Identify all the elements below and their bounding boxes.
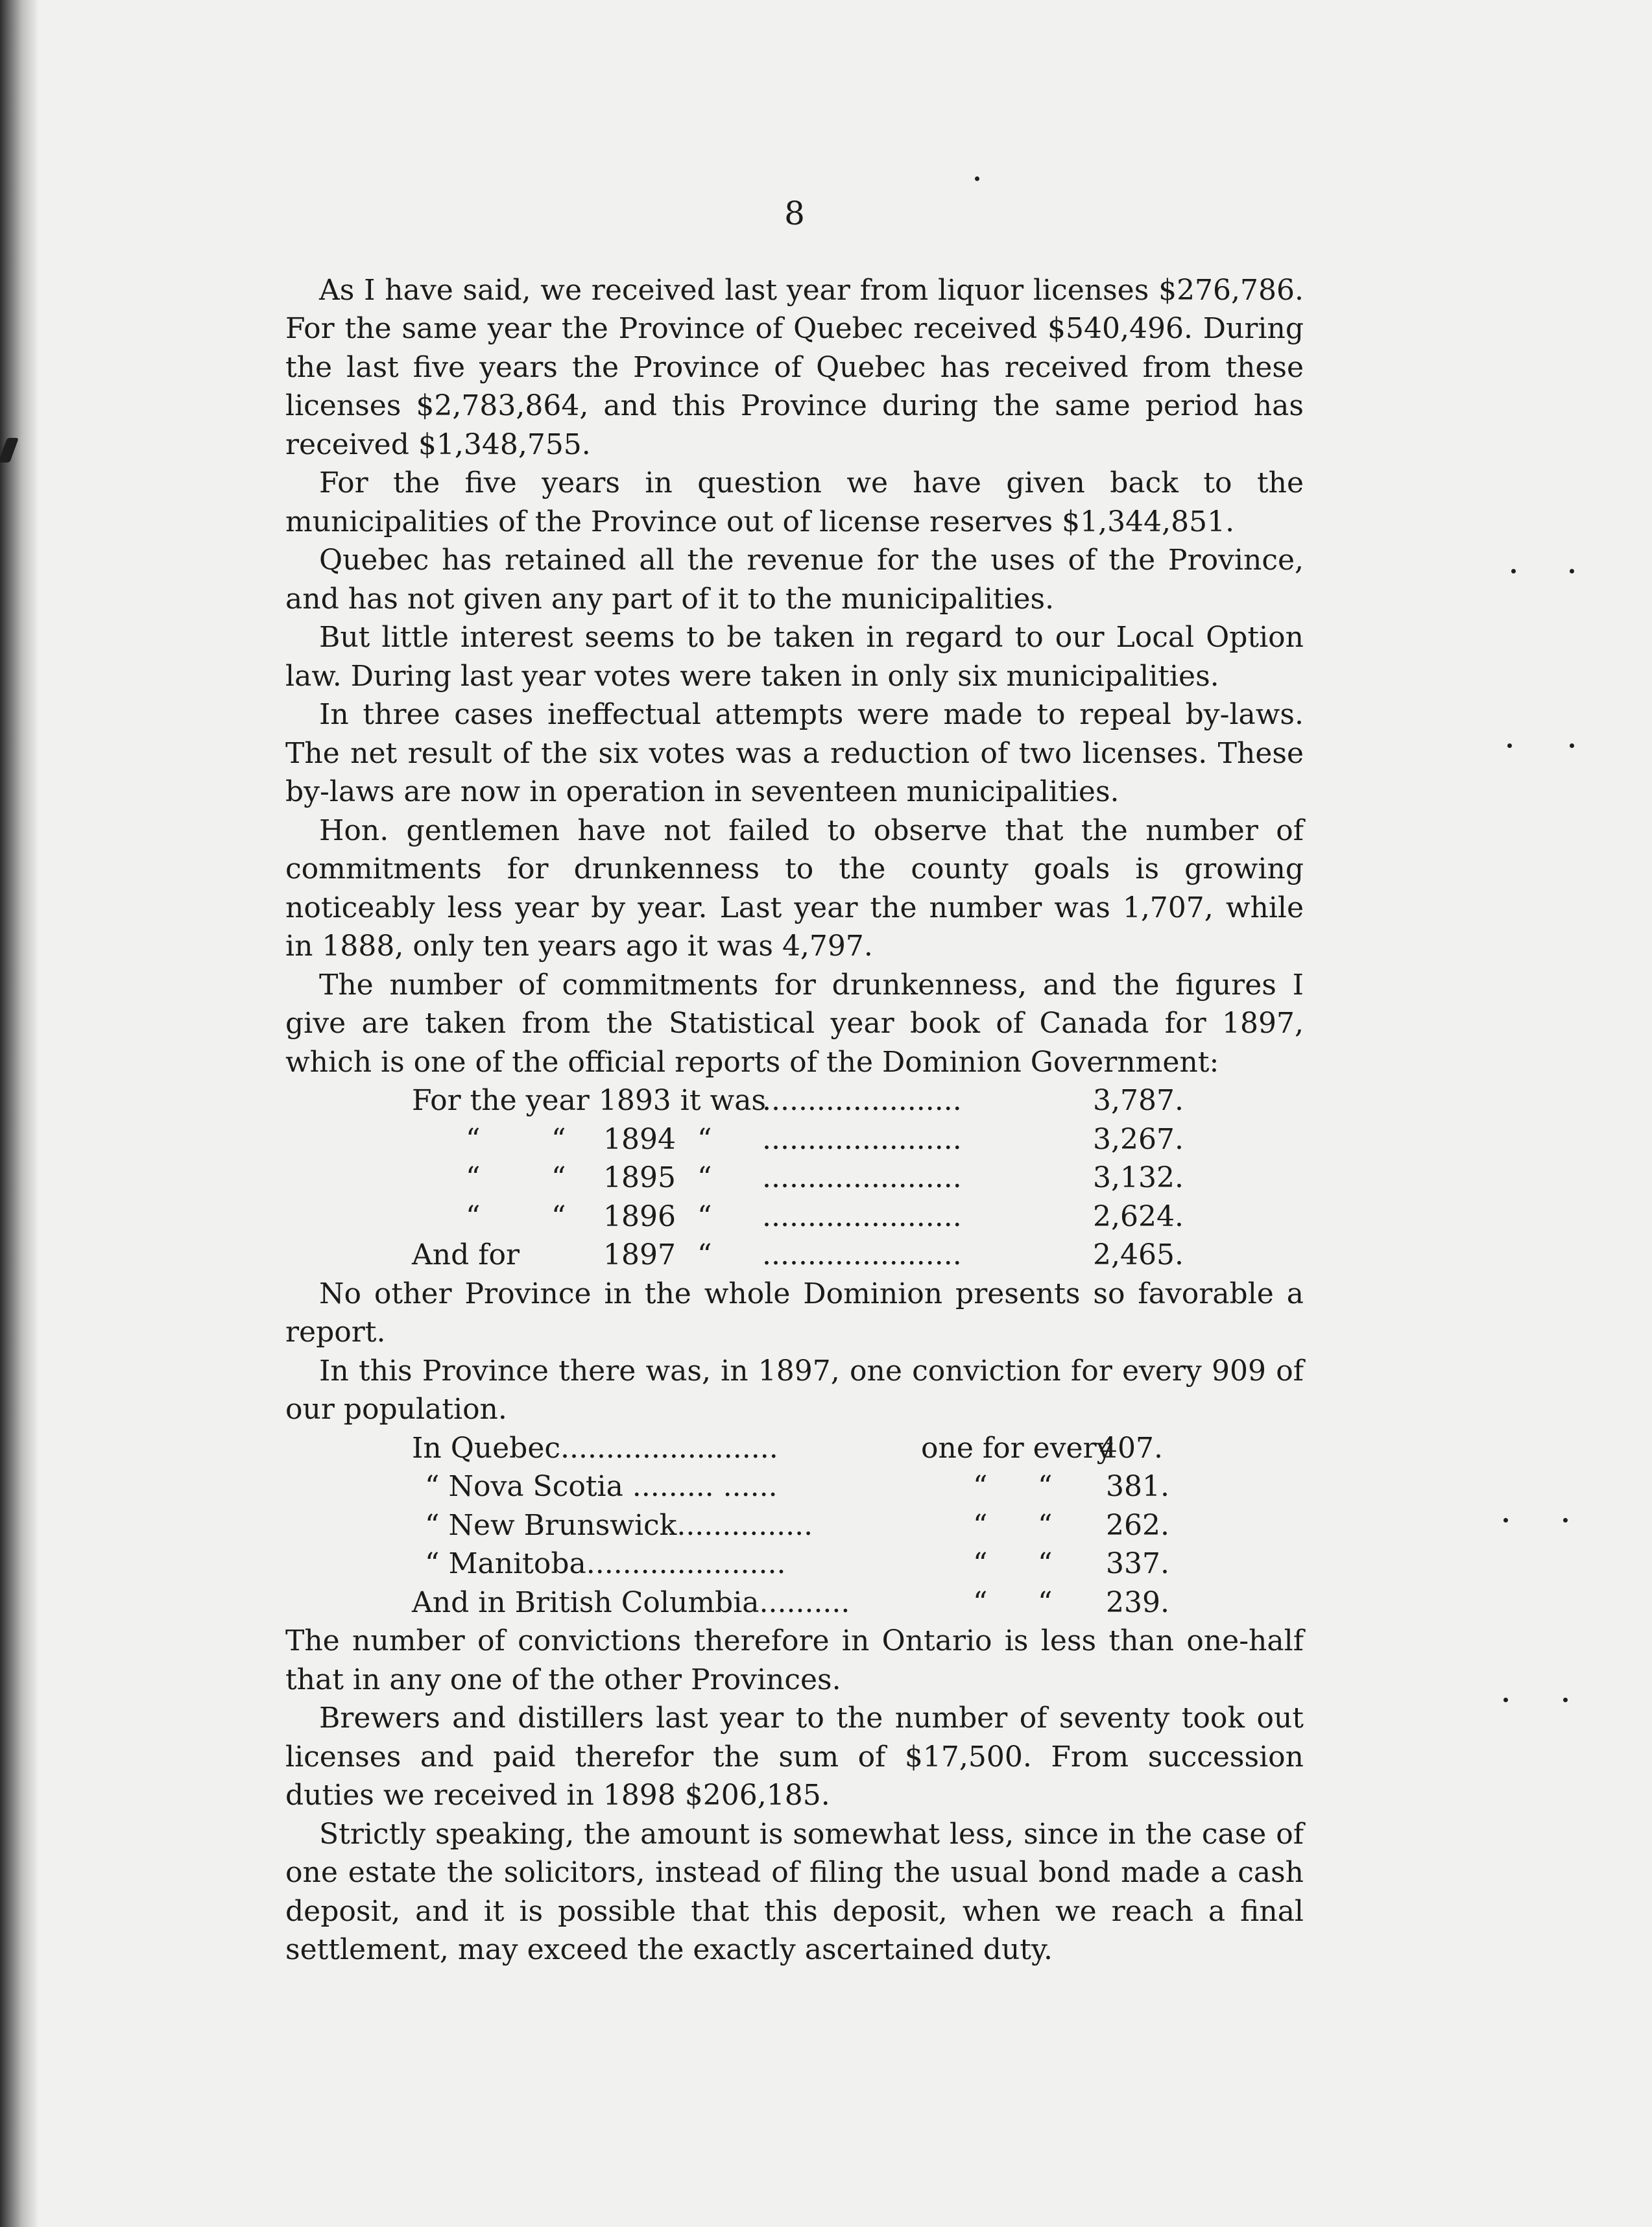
row-ditto-2: “ bbox=[1038, 1470, 1053, 1503]
row-ditto-2: “ bbox=[1038, 1585, 1053, 1619]
table-row bbox=[285, 1583, 1304, 1622]
row-value: 2,624. bbox=[1093, 1199, 1184, 1233]
table-row bbox=[285, 1081, 1304, 1120]
page-number: 8 bbox=[784, 195, 805, 232]
row-province: In Quebec........................ bbox=[412, 1431, 778, 1465]
table-row bbox=[285, 1429, 1304, 1468]
margin-dot bbox=[975, 176, 979, 181]
paragraph-license-reserves: For the five years in question we have given back to the municipalities of the Province out of license reserves $1,344,851. bbox=[285, 466, 1304, 538]
row-value: 3,787. bbox=[1093, 1084, 1184, 1117]
row-value: 337. bbox=[1106, 1547, 1169, 1580]
margin-dot bbox=[1503, 1698, 1508, 1702]
margin-dot bbox=[1570, 569, 1574, 573]
row-ditto-1: one for every bbox=[921, 1431, 1113, 1465]
margin-dot bbox=[1563, 1698, 1568, 1702]
convictions-table bbox=[285, 1429, 1304, 1622]
document-page bbox=[285, 195, 1304, 1969]
row-year: 1894 bbox=[603, 1122, 676, 1156]
row-ditto-2: “ bbox=[1038, 1547, 1053, 1580]
table-row bbox=[285, 1506, 1304, 1545]
row-value: 407. bbox=[1099, 1431, 1163, 1465]
row-value: 3,132. bbox=[1093, 1161, 1184, 1194]
row-value: 2,465. bbox=[1093, 1238, 1184, 1271]
row-value: 262. bbox=[1106, 1508, 1169, 1542]
scan-binding-edge bbox=[0, 0, 39, 2227]
margin-dot bbox=[1503, 1518, 1508, 1523]
row-leader: ...................... bbox=[762, 1084, 962, 1117]
margin-dot bbox=[1570, 743, 1574, 748]
paragraph-statistical-source: The number of commitments for drunkenness, and the figures I give are taken from the Statistical year book of Canada for 1897, which is one of the official reports of the Dominion Government: bbox=[285, 968, 1304, 1079]
paragraph-favorable-report: No other Province in the whole Dominion presents so favorable a report. bbox=[285, 1277, 1304, 1349]
row-ditto-1: “ bbox=[973, 1585, 988, 1619]
row-province: “ Nova Scotia ......... ...... bbox=[425, 1470, 778, 1503]
row-label: “ bbox=[466, 1199, 481, 1233]
row-year: 1897 bbox=[603, 1238, 676, 1271]
margin-dot bbox=[1507, 743, 1512, 748]
row-value: 381. bbox=[1106, 1470, 1169, 1503]
commitments-table bbox=[285, 1081, 1304, 1275]
row-mid: “ bbox=[551, 1161, 566, 1194]
paragraph-succession-duties: Strictly speaking, the amount is somewhat less, since in the case of one estate the solicitors, instead of filing the usual bond made a cash deposit, and it is possible that this deposit, when we reach a final settlement, may exceed the exactly ascertained duty. bbox=[285, 1817, 1304, 1966]
row-year: 1896 bbox=[603, 1199, 676, 1233]
row-leader: ...................... bbox=[762, 1122, 962, 1156]
row-label: “ bbox=[466, 1161, 481, 1194]
row-leader: ...................... bbox=[762, 1161, 962, 1194]
row-ditto-2: “ bbox=[1038, 1508, 1053, 1542]
row-mid: “ bbox=[551, 1199, 566, 1233]
table-row bbox=[285, 1198, 1304, 1236]
row-ditto: “ bbox=[697, 1238, 712, 1271]
row-province: “ Manitoba...................... bbox=[425, 1547, 786, 1580]
paragraph-conviction-rate: In this Province there was, in 1897, one conviction for every 909 of our population. bbox=[285, 1354, 1304, 1426]
paragraph-ontario-convictions: The number of convictions therefore in Ontario is less than one-half that in any one of the other Provinces. bbox=[285, 1624, 1304, 1696]
paragraph-quebec-revenue: Quebec has retained all the revenue for the uses of the Province, and has not given any part of it to the municipalities. bbox=[285, 544, 1304, 616]
row-ditto-1: “ bbox=[973, 1508, 988, 1542]
row-year: 1895 bbox=[603, 1161, 676, 1194]
paragraph-local-option: But little interest seems to be taken in regard to our Local Option law. During last year votes were taken in only six municipalities. bbox=[285, 621, 1304, 693]
row-ditto: “ bbox=[697, 1122, 712, 1156]
margin-dot bbox=[1511, 569, 1516, 573]
table-row bbox=[285, 1467, 1304, 1506]
table-row bbox=[285, 1120, 1304, 1159]
row-ditto-1: “ bbox=[973, 1470, 988, 1503]
row-label: “ bbox=[466, 1122, 481, 1156]
row-value: 239. bbox=[1106, 1585, 1169, 1619]
row-ditto: “ bbox=[697, 1199, 712, 1233]
paragraph-liquor-licenses: As I have said, we received last year from liquor licenses $276,786. For the same year the Province of Quebec received $540,496. During the last five years the Province of Quebec has received from these licenses $2,783,864, and this Province during the same period has received $1,348,755. bbox=[285, 273, 1304, 461]
margin-dot bbox=[1563, 1518, 1568, 1523]
row-province: “ New Brunswick............... bbox=[425, 1508, 813, 1542]
row-value: 3,267. bbox=[1093, 1122, 1184, 1156]
row-leader: ...................... bbox=[762, 1238, 962, 1271]
row-leader: ...................... bbox=[762, 1199, 962, 1233]
row-ditto-1: “ bbox=[973, 1547, 988, 1580]
paragraph-by-laws: In three cases ineffectual attempts were made to repeal by-laws. The net result of the six votes was a reduction of two licenses. These by-laws are now in operation in seventeen municipalities. bbox=[285, 698, 1304, 808]
row-province: And in British Columbia.......... bbox=[412, 1585, 850, 1619]
paragraph-brewers-distillers: Brewers and distillers last year to the number of seventy took out licenses and paid therefor the sum of $17,500. From succession duties we received in 1898 $206,185. bbox=[285, 1702, 1304, 1812]
row-label: For the year 1893 it was bbox=[412, 1084, 767, 1117]
row-ditto: “ bbox=[697, 1161, 712, 1194]
row-label: And for bbox=[412, 1238, 520, 1271]
paragraph-commitments-decline: Hon. gentlemen have not failed to observe that the number of commitments for drunkenness to the county goals is growing noticeably less year by year. Last year the number was 1,707, while in 1888, only ten years ago it was 4,797. bbox=[285, 813, 1304, 963]
table-row bbox=[285, 1159, 1304, 1198]
table-row bbox=[285, 1236, 1304, 1275]
row-mid: “ bbox=[551, 1122, 566, 1156]
table-row bbox=[285, 1545, 1304, 1583]
